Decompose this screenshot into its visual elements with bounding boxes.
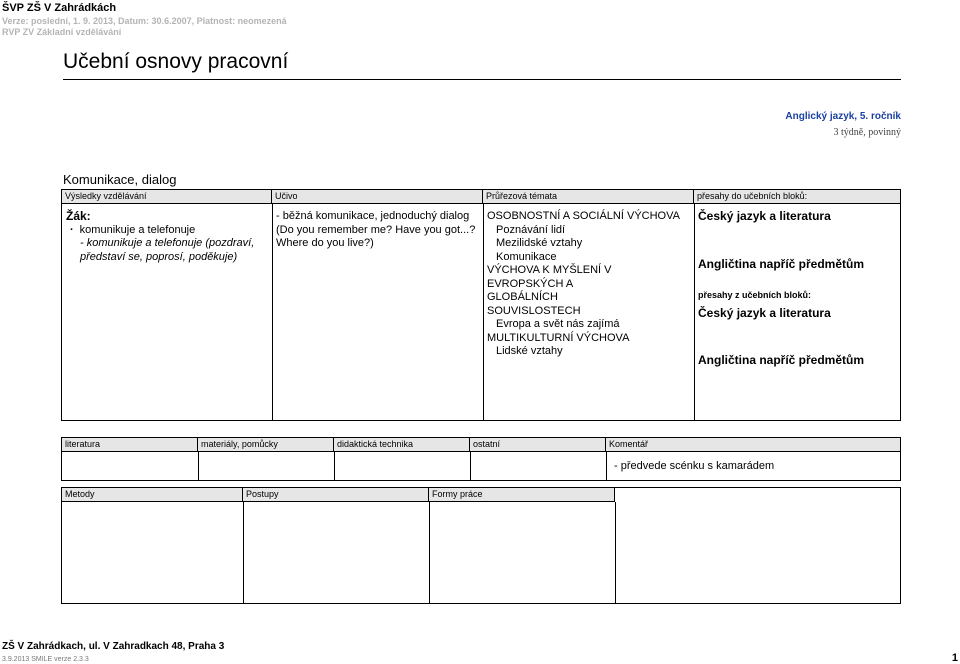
resources-table (61, 437, 901, 481)
methods-procedures: Postupy (243, 488, 429, 502)
header-links: přesahy do učebních bloků: (694, 190, 900, 204)
resources-technology: didaktická technika (334, 438, 470, 452)
methods-forms: Formy práce (429, 488, 615, 502)
methods-table (61, 487, 901, 604)
resources-comment: Komentář (606, 438, 900, 452)
column-divider (429, 502, 430, 603)
column-divider (334, 452, 335, 480)
comment-text: - předvede scénku s kamarádem (614, 460, 775, 472)
link-to-item: Angličtina napříč předmětům (698, 256, 865, 271)
resources-literature: literatura (62, 438, 198, 452)
outcomes-cell (66, 210, 266, 264)
pupil-label: Žák: (66, 209, 91, 223)
curriculum-table (61, 189, 901, 421)
version-line: Verze: poslední, 1. 9. 2013, Datum: 30.6.2007, Platnost: neomezená (2, 16, 287, 26)
header-outcomes: Výsledky vzdělávání (62, 190, 272, 204)
rvp-line: RVP ZV Základní vzdělávání (2, 27, 122, 37)
links-cell (698, 210, 898, 368)
link-from-item: Český jazyk a literatura (698, 305, 831, 320)
theme-line: Lidské vztahy (496, 345, 563, 357)
theme-line: OSOBNOSTNÍ A SOCIÁLNÍ VÝCHOVA (487, 210, 680, 222)
footer-version: 3.9.2013 SMILE verze 2.3.3 (2, 656, 89, 663)
resources-materials: materiály, pomůcky (198, 438, 334, 452)
column-divider (470, 452, 471, 480)
subject-name: Anglický jazyk, 5. ročník (785, 111, 901, 122)
page-title: Učební osnovy pracovní (63, 50, 289, 73)
theme-line: Mezilidské vztahy (496, 237, 583, 249)
theme-line: VÝCHOVA K MYŠLENÍ V EVROPSKÝCH A GLOBÁLNÍCH SOUVISLOSTECH (487, 264, 612, 317)
subject-hours: 3 týdně, povinný (833, 127, 901, 138)
page-number: 1 (951, 652, 958, 664)
column-divider (606, 452, 607, 480)
topic-title: Komunikace, dialog (63, 172, 177, 187)
title-rule (63, 79, 901, 80)
link-from-item: Angličtina napříč předmětům (698, 353, 865, 367)
outcome-item: komunikuje a telefonuje (79, 223, 196, 236)
school-name: ŠVP ZŠ V Zahrádkách (2, 2, 117, 14)
header-content: Učivo (272, 190, 483, 204)
theme-line: Komunikace (496, 250, 557, 263)
column-divider (243, 502, 244, 603)
content-cell: - běžná komunikace, jednoduchý dialog (Do you remember me? Have you got...? Where do you live?) (276, 210, 476, 249)
column-divider (272, 204, 273, 420)
column-divider (198, 452, 199, 480)
links-from-label: přesahy z učebních bloků: (698, 290, 812, 300)
bullet: · (70, 223, 74, 236)
theme-line: Evropa a svět nás zajímá (496, 318, 620, 330)
footer-address: ZŠ V Zahrádkach, ul. V Zahradkach 48, Praha 3 (2, 641, 225, 652)
header-themes: Průřezová témata (483, 190, 694, 204)
column-divider (694, 204, 695, 420)
link-to-item: Český jazyk a literatura (698, 209, 831, 223)
resources-other: ostatní (470, 438, 606, 452)
methods-methods: Metody (62, 488, 243, 502)
column-divider (483, 204, 484, 420)
outcome-detail: - komunikuje a telefonuje (pozdraví, představí se, poprosí, poděkuje) (80, 237, 255, 263)
themes-cell (487, 210, 687, 359)
theme-line: Poznávání lidí (496, 223, 566, 236)
theme-line: MULTIKULTURNÍ VÝCHOVA (487, 331, 630, 344)
column-divider (615, 502, 616, 603)
